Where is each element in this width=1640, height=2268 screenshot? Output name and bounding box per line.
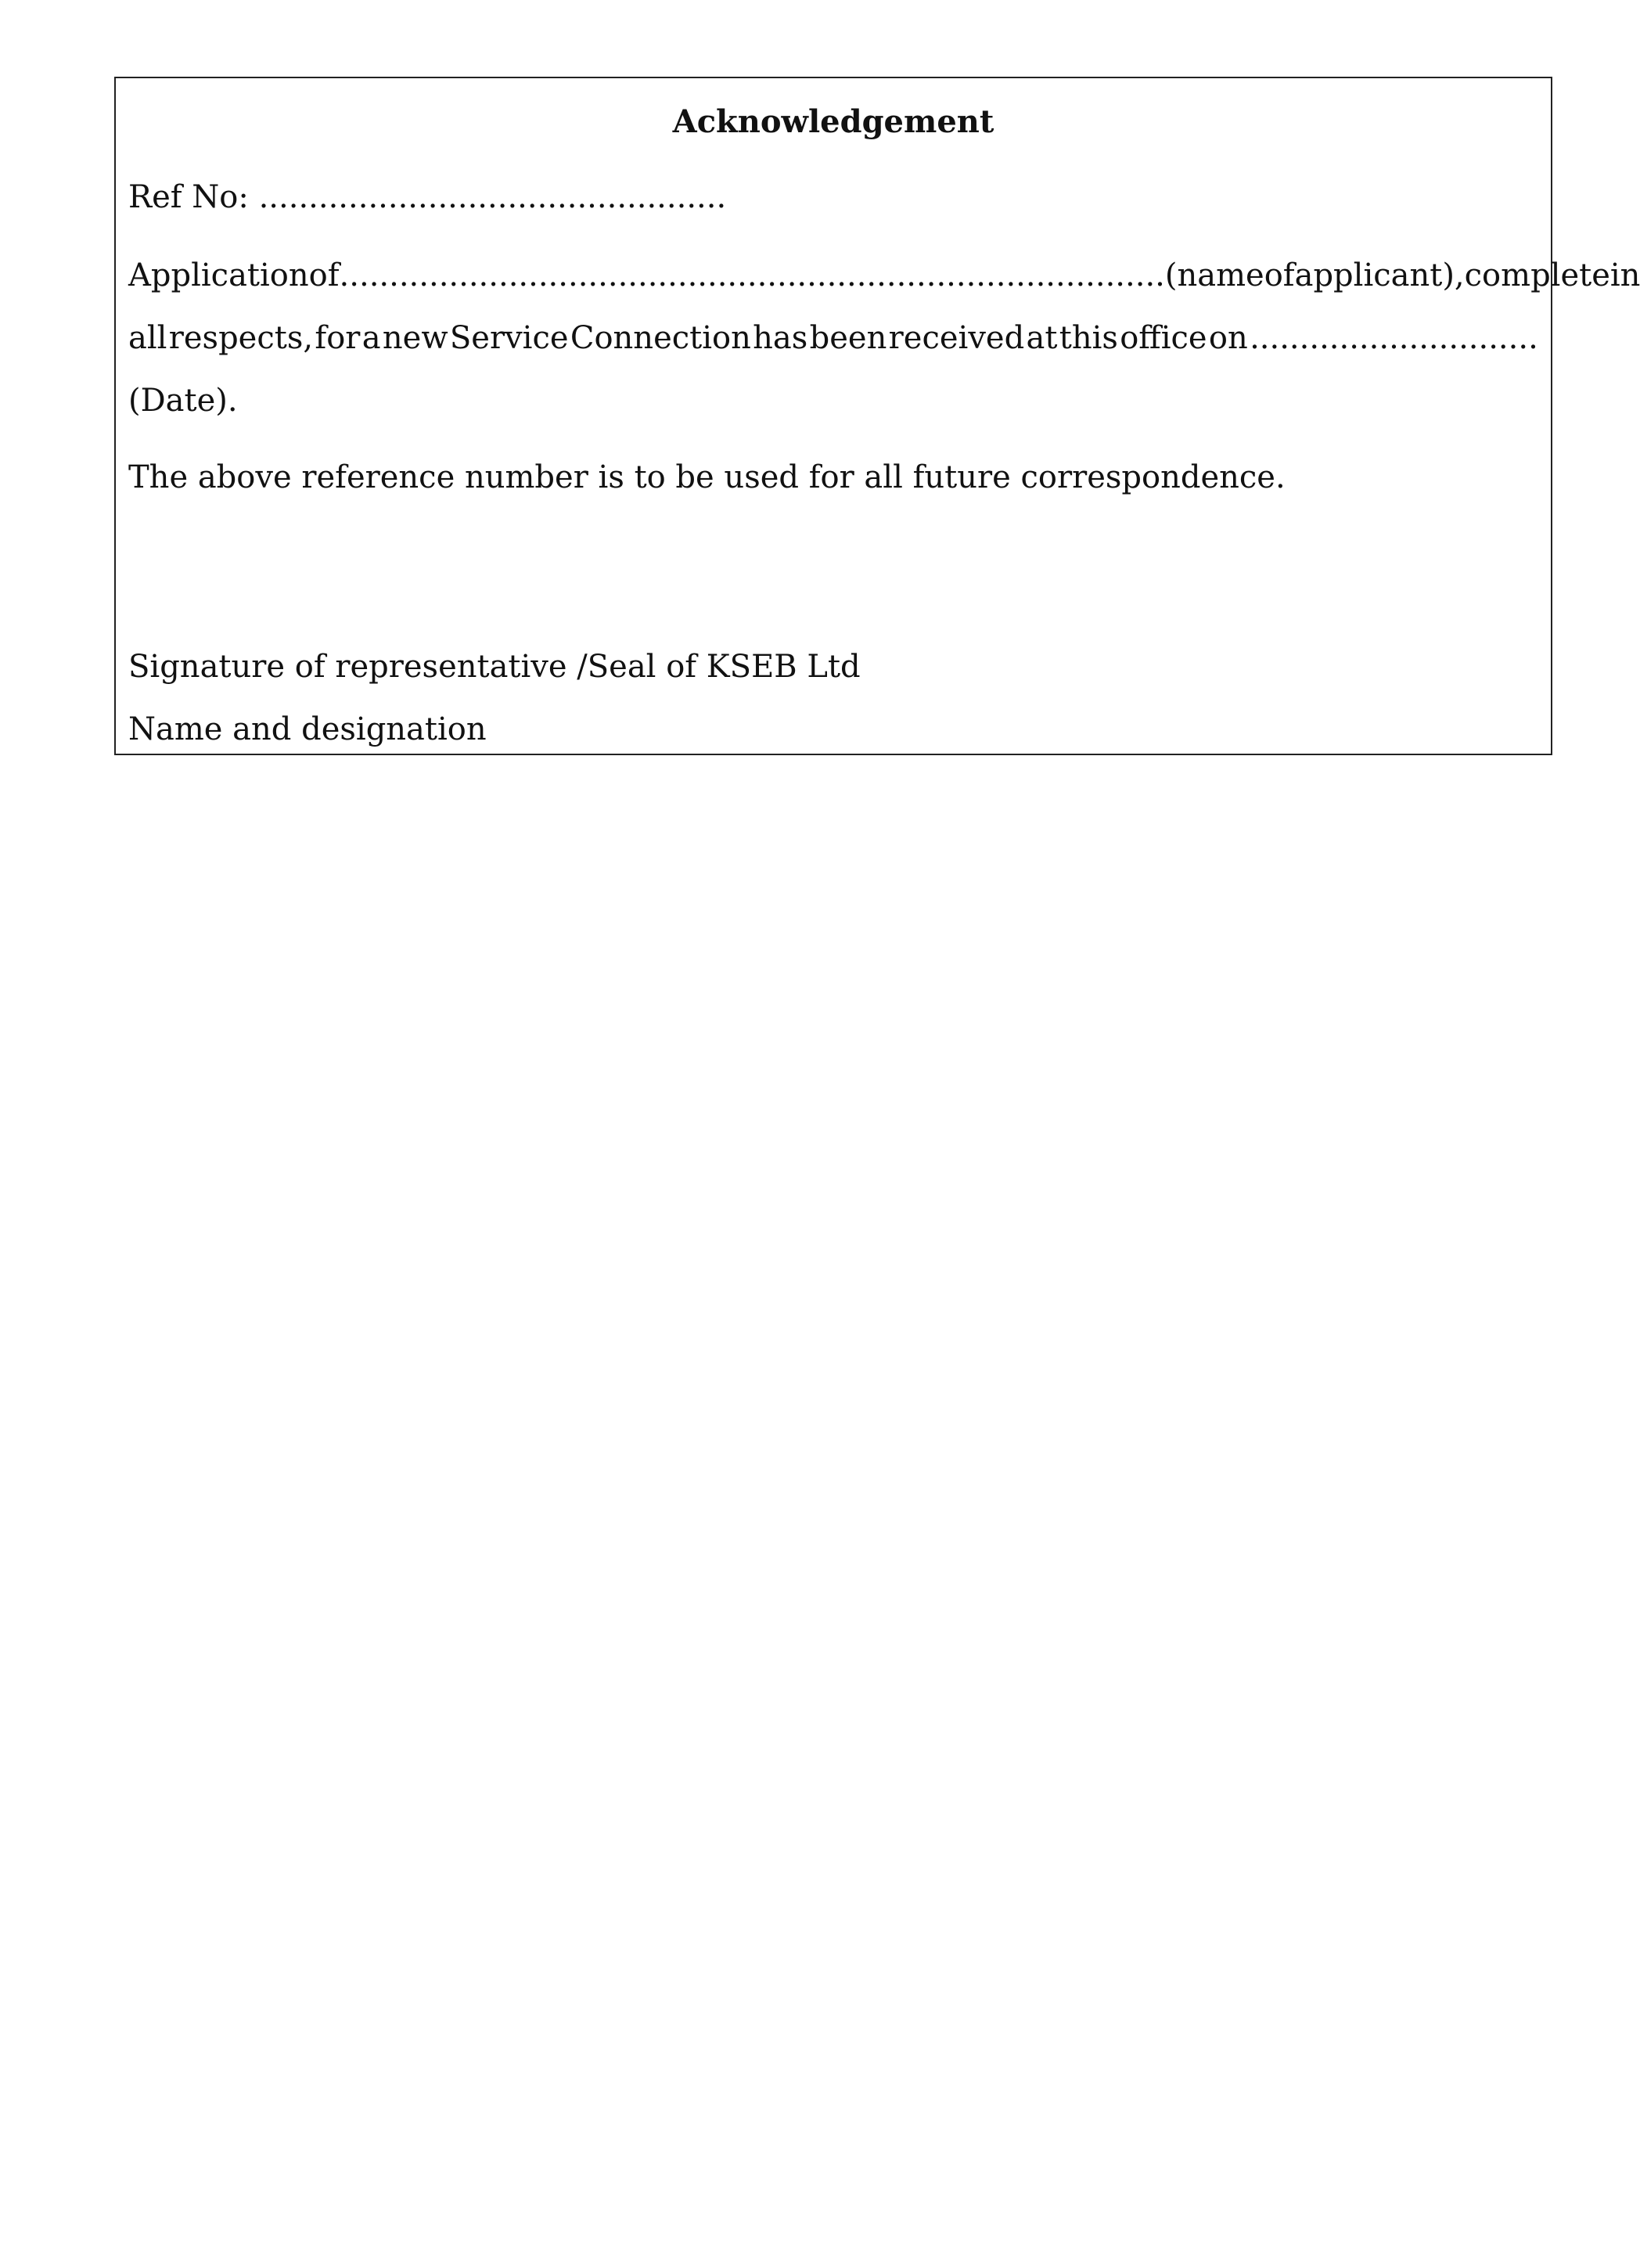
word: a	[361, 320, 381, 356]
word: of	[308, 257, 340, 293]
word: for	[315, 320, 361, 356]
word: all	[128, 320, 167, 356]
application-line-1	[128, 255, 1640, 296]
word: .............................	[1250, 320, 1538, 356]
word: in	[1609, 257, 1640, 293]
word: respects,	[168, 320, 314, 356]
name-designation-line: Name and designation	[128, 711, 487, 747]
signature-line: Signature of representative /Seal of KSEB Ltd	[128, 649, 861, 685]
acknowledgement-title: Acknowledgement	[672, 103, 994, 140]
acknowledgement-box	[114, 77, 1640, 755]
word: on	[1208, 320, 1248, 356]
word: of	[1264, 257, 1295, 293]
word: received	[888, 320, 1025, 356]
ref-no-line: Ref No: ...............................................	[128, 179, 727, 215]
application-line-2	[128, 318, 1538, 358]
word: applicant),	[1294, 257, 1465, 293]
word: at	[1026, 320, 1058, 356]
word: Connection	[570, 320, 751, 356]
word: complete	[1464, 257, 1610, 293]
word: this	[1059, 320, 1118, 356]
word: office	[1120, 320, 1207, 356]
reference-note: The above reference number is to be used for all future correspondence.	[128, 459, 1286, 495]
word: been	[809, 320, 887, 356]
word: ...................................................................................(name	[339, 257, 1264, 293]
word: Application	[128, 257, 309, 293]
word: new	[382, 320, 448, 356]
application-line-3: (Date).	[128, 383, 238, 419]
word: Service	[449, 320, 569, 356]
word: has	[753, 320, 808, 356]
